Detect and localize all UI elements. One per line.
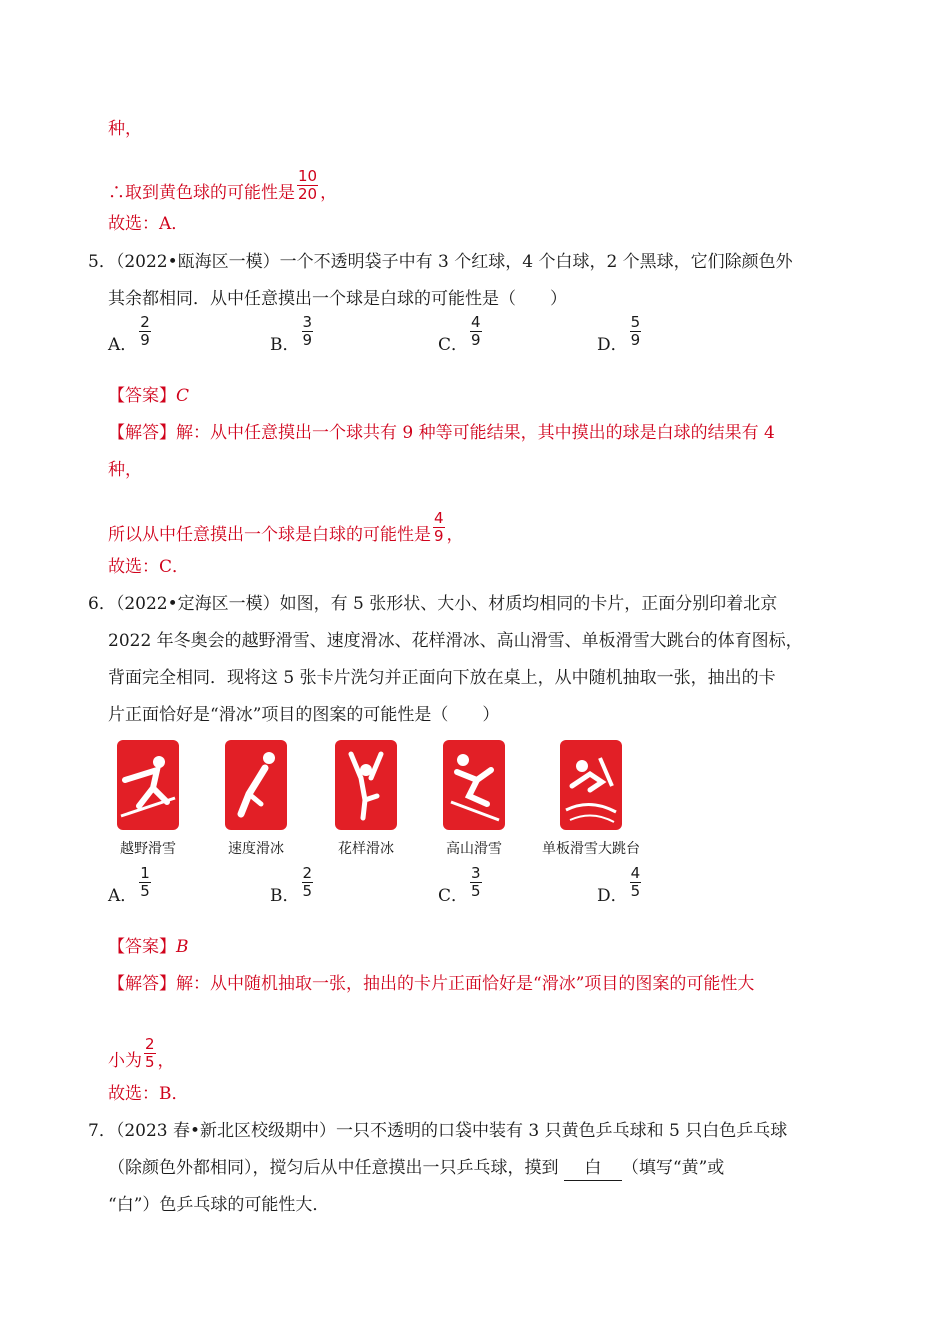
fraction-numerator: 10 [298,167,318,185]
q6-option-d [597,864,643,908]
card-caption: 花样滑冰 [338,841,394,857]
q7-stem-line1: 7．（2023 春•新北区校级期中）一只不透明的口袋中装有 3 只黄色乒乓球和 5 只白色乒乓球 [88,1121,788,1141]
fraction-denominator: 20 [298,185,318,203]
q6-stem-line2: 2022 年冬奥会的越野滑雪、速度滑冰、花样滑冰、高山滑雪、单板滑雪大跳台的体育图标， [108,631,803,651]
option-label: B． [270,335,300,355]
card-caption: 高山滑雪 [446,841,502,857]
figure-skating-icon [335,740,397,830]
q5-option-c [438,313,484,357]
fill-blank-answer: 白 [564,1156,622,1181]
solution-fraction [433,510,445,545]
q5-solution-line2: 种， [108,460,142,480]
fraction-denominator: 9 [471,331,481,349]
q7-stem-line2 [108,1156,724,1181]
solution-text: 小为 [108,1051,142,1071]
solution-text: 解：从中随机抽取一张，抽出的卡片正面恰好是“滑冰”项目的图案的可能性大 [176,974,755,994]
option-fraction [139,314,151,349]
punctuation: ， [320,183,338,203]
q6-option-c [438,864,484,908]
fraction-numerator: 4 [434,509,444,527]
option-fraction [630,865,642,900]
card-caption: 速度滑冰 [228,841,284,857]
fraction-denominator: 9 [140,331,150,349]
option-fraction [139,865,151,900]
q6-option-a [108,864,153,908]
q6-solution-line1 [108,972,754,996]
stem-text: （填写“黄”或 [621,1158,725,1178]
fraction-denominator: 5 [145,1053,155,1071]
option-label: D． [597,886,628,906]
fraction-numerator: 3 [302,313,313,331]
prev-choice: 故选：A． [108,214,189,234]
speed-skating-icon [225,740,287,830]
card-figure-skating [328,740,404,858]
option-fraction [302,314,314,349]
option-label: D． [597,335,628,355]
alpine-skiing-icon [443,740,505,830]
fraction-numerator: 2 [140,313,150,331]
card-cross-country-skiing [110,740,186,858]
option-fraction [302,865,314,900]
card-speed-skating [218,740,294,858]
solution-text: 解：从中任意摸出一个球共有 9 种等可能结果，其中摸出的球是白球的结果有 4 [176,423,775,443]
prev-solution-probability [108,167,338,211]
q6-solution-line2 [108,1035,175,1079]
fraction-numerator: 2 [302,864,313,882]
prev-probability-text: ∴取到黄色球的可能性是 [108,183,295,203]
fraction-numerator: 1 [140,864,150,882]
q6-answer [108,935,189,959]
option-label: A． [108,886,138,906]
option-label: A． [108,335,138,355]
q5-solution-line1 [108,421,775,445]
answer-value: C [176,386,190,406]
fraction-numerator: 5 [630,313,641,331]
snowboard-big-air-icon [560,740,622,830]
q5-option-b [270,313,315,357]
fraction-denominator: 9 [630,331,641,349]
fraction-denominator: 5 [471,882,481,900]
fraction-denominator: 5 [302,882,313,900]
q5-answer [108,384,189,408]
q5-stem-line1: 5．（2022•瓯海区一模）一个不透明袋子中有 3 个红球，4 个白球，2 个黑球，它们除颜色外 [88,252,793,272]
q5-stem-line2: 其余都相同．从中任意摸出一个球是白球的可能性是（ ） [108,289,567,309]
prev-fraction [297,168,318,203]
fraction-denominator: 9 [434,527,444,545]
q6-choice: 故选：B． [108,1084,189,1104]
option-fraction [630,314,642,349]
punctuation: ， [446,525,464,545]
card-alpine-skiing [436,740,512,858]
card-caption: 单板滑雪大跳台 [542,841,640,857]
fraction-denominator: 5 [140,882,150,900]
answer-value: B [176,937,189,957]
stem-text: （除颜色外都相同），搅匀后从中任意摸出一只乒乓球，摸到 [108,1158,564,1178]
solution-text: 所以从中任意摸出一个球是白球的可能性是 [108,525,431,545]
punctuation: ， [157,1051,175,1071]
fraction-numerator: 3 [471,864,481,882]
q7-stem-line3: “白”）色乒乓球的可能性大． [108,1195,330,1215]
fraction-denominator: 5 [630,882,641,900]
answer-tag: 【答案】 [108,386,176,406]
fraction-denominator: 9 [302,331,313,349]
q6-stem-line1: 6．（2022•定海区一模）如图，有 5 张形状、大小、材质均相同的卡片，正面分别印着北京 [88,594,778,614]
olympic-pictogram-row [108,740,668,865]
q5-choice: 故选：C． [108,557,190,577]
q5-option-a [108,313,153,357]
q5-option-d [597,313,643,357]
fraction-numerator: 2 [145,1035,155,1053]
fraction-numerator: 4 [471,313,481,331]
card-caption: 越野滑雪 [120,841,176,857]
card-snowboard-big-air [536,740,646,858]
solution-fraction [144,1036,156,1071]
option-label: C． [438,886,469,906]
q5-solution-line3 [108,509,464,553]
answer-tag: 【答案】 [108,937,176,957]
solution-tag: 【解答】 [108,974,176,994]
solution-tag: 【解答】 [108,423,176,443]
q6-option-b [270,864,315,908]
option-fraction [470,314,482,349]
fraction-numerator: 4 [630,864,641,882]
q6-stem-line4: 片正面恰好是“滑冰”项目的图案的可能性是（ ） [108,705,500,725]
prev-solution-line: 种， [108,119,142,139]
option-label: B． [270,886,300,906]
cross-country-skiing-icon [117,740,179,830]
option-label: C． [438,335,469,355]
q6-stem-line3: 背面完全相同．现将这 5 张卡片洗匀并正面向下放在桌上，从中随机抽取一张，抽出的卡 [108,668,776,688]
option-fraction [470,865,482,900]
